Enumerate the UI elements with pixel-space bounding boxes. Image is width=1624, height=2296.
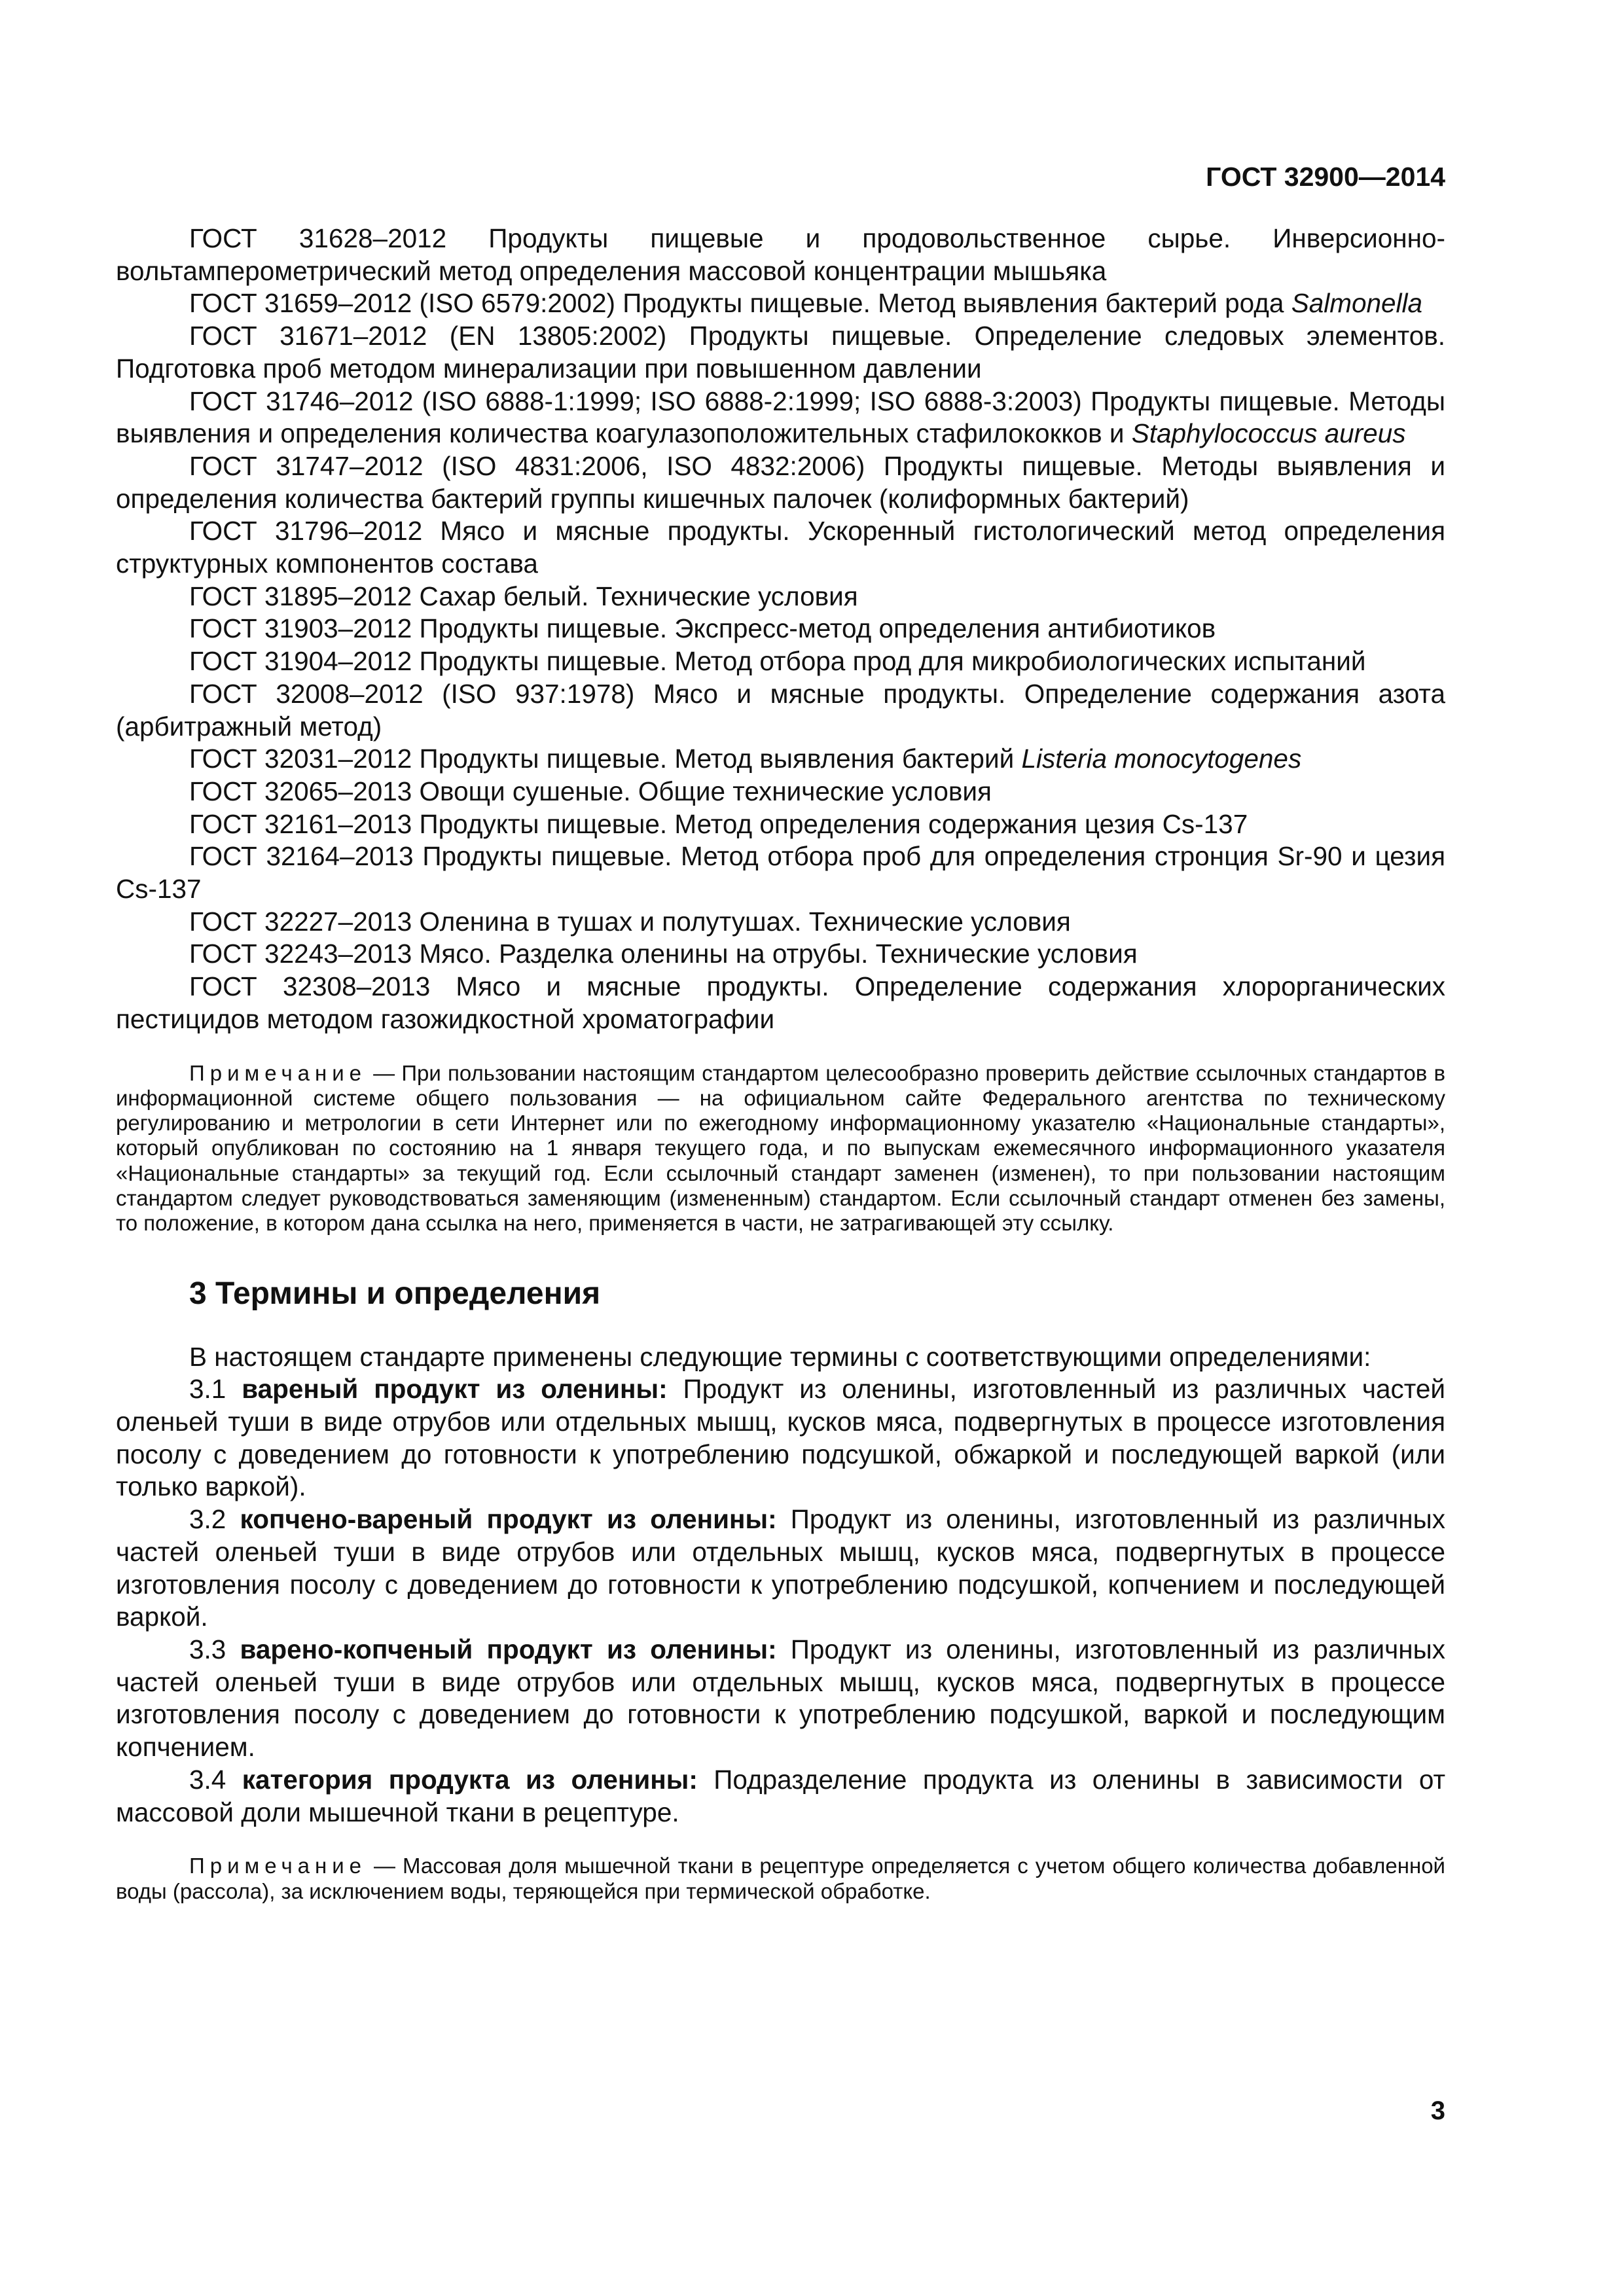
reference-item: ГОСТ 31746–2012 (ISO 6888-1:1999; ISO 6888-2:1999; ISO 6888-3:2003) Продукты пищевые. Методы выявления и определения количества коагулазоположительных стафилококков и Staphylococcus aureus xyxy=(116,386,1445,449)
note-label: Примечание xyxy=(189,1060,367,1085)
reference-item: ГОСТ 32308–2013 Мясо и мясные продукты. Определение содержания хлорорганических пестицидов методом газожидкостной хроматографии xyxy=(116,971,1445,1034)
term-definition: 3.2 копчено-вареный продукт из оленины: Продукт из оленины, изготовленный из различных частей оленьей туши в виде отрубов или отдельных мышц, кусков мяса, подвергнутых в процессе изготовления посолу с доведением до готовности к употреблению подсушкой, копчением и последующей варкой. xyxy=(116,1504,1445,1632)
reference-item: ГОСТ 32008–2012 (ISO 937:1978) Мясо и мясные продукты. Определение содержания азота (арбитражный метод) xyxy=(116,678,1445,742)
organism-name: Staphylococcus aureus xyxy=(1131,418,1406,449)
term-definition: 3.3 варено-копченый продукт из оленины: Продукт из оленины, изготовленный из различных частей оленьей туши в виде отрубов или отдельных мышц, кусков мяса, подвергнутых в процессе изготовления посолу с доведением до готовности к употреблению подсушкой, варкой и последующим копчением. xyxy=(116,1634,1445,1763)
section-title: 3 Термины и определения xyxy=(189,1276,601,1311)
page-content xyxy=(116,223,1445,1904)
term-name: копчено-вареный продукт из оленины: xyxy=(240,1504,777,1535)
page-number: 3 xyxy=(1430,2096,1445,2125)
section-intro: В настоящем стандарте применены следующие термины с соответствующими определениями: xyxy=(189,1341,1371,1372)
reference-item: ГОСТ 31659–2012 (ISO 6579:2002) Продукты пищевые. Метод выявления бактерий рода Salmonella xyxy=(189,288,1423,319)
reference-item: ГОСТ 32164–2013 Продукты пищевые. Метод отбора проб для определения стронция Sr-90 и цезия Cs-137 xyxy=(116,841,1445,905)
reference-item: ГОСТ 32065–2013 Овощи сушеные. Общие технические условия xyxy=(189,776,992,806)
term-definition: 3.1 вареный продукт из оленины: Продукт из оленины, изготовленный из различных частей оленьей туши в виде отрубов или отдельных мышц, кусков мяса, подвергнутых в процессе изготовления посолу с доведением до готовности к употреблению подсушкой, обжаркой и последующей варкой (или только варкой). xyxy=(116,1374,1445,1502)
reference-item: ГОСТ 31628–2012 Продукты пищевые и продовольственное сырье. Инверсионно-вольтамперометрический метод определения массовой концентрации мышьяка xyxy=(116,223,1445,286)
reference-item: ГОСТ 31747–2012 (ISO 4831:2006, ISO 4832:2006) Продукты пищевые. Методы выявления и определения количества бактерий группы кишечных палочек (колиформных бактерий) xyxy=(116,450,1445,514)
term-name: категория продукта из оленины: xyxy=(242,1764,698,1795)
reference-item: ГОСТ 31796–2012 Мясо и мясные продукты. Ускоренный гистологический метод определения структурных компонентов состава xyxy=(116,516,1445,579)
term-definition: 3.4 категория продукта из оленины: Подразделение продукта из оленины в зависимости от массовой доли мышечной ткани в рецептуре. xyxy=(116,1764,1446,1827)
note-text: — Массовая доля мышечной ткани в рецептуре определяется с учетом общего количества добавленной воды (рассола), за исключением воды, теряющейся при термической обработке. xyxy=(116,1854,1445,1903)
reference-item: ГОСТ 31904–2012 Продукты пищевые. Метод отбора прод для микробиологических испытаний xyxy=(189,646,1366,677)
organism-name: Listeria monocytogenes xyxy=(1021,744,1302,774)
note-text: — При пользовании настоящим стандартом целесообразно проверить действие ссылочных стандартов в информационной системе общего пользования — на официальном сайте Федерального агентства по техническому регулированию и метрологии в сети Интернет или по ежегодному информационному указателю «Национальные стандарты», который опубликован по состоянию на 1 января текущего года, и по выпускам ежемесячного информационного указателя «Национальные стандарты» за текущий год. Если ссылочный стандарт заменен (изменен), то при пользовании настоящим стандартом следует руководствоваться заменяющим (измененным) стандартом. Если ссылочный стандарт отменен без замены, то положение, в котором дана ссылка на него, применяется в части, не затрагивающей эту ссылку. xyxy=(116,1060,1445,1236)
document-header: ГОСТ 32900—2014 xyxy=(1206,162,1445,192)
terms-note xyxy=(116,1854,1445,1904)
reference-item: ГОСТ 32243–2013 Мясо. Разделка оленины на отрубы. Технические условия xyxy=(189,939,1138,969)
reference-item: ГОСТ 32161–2013 Продукты пищевые. Метод определения содержания цезия Cs-137 xyxy=(189,808,1248,839)
reference-item: ГОСТ 31903–2012 Продукты пищевые. Экспресс-метод определения антибиотиков xyxy=(189,613,1216,644)
reference-item: ГОСТ 32227–2013 Оленина в тушах и полутушах. Технические условия xyxy=(189,906,1071,937)
term-name: варено-копченый продукт из оленины: xyxy=(240,1634,777,1664)
references-list xyxy=(116,223,1445,1036)
references-note xyxy=(116,1061,1445,1236)
reference-item: ГОСТ 31895–2012 Сахар белый. Технические условия xyxy=(189,581,858,611)
reference-item: ГОСТ 31671–2012 (EN 13805:2002) Продукты пищевые. Определение следовых элементов. Подготовка проб методом минерализации при повышенном давлении xyxy=(116,321,1445,384)
reference-item: ГОСТ 32031–2012 Продукты пищевые. Метод выявления бактерий Listeria monocytogenes xyxy=(189,744,1302,774)
organism-name: Salmonella xyxy=(1291,288,1423,319)
note-label: Примечание xyxy=(189,1854,367,1878)
term-name: вареный продукт из оленины: xyxy=(242,1374,668,1405)
